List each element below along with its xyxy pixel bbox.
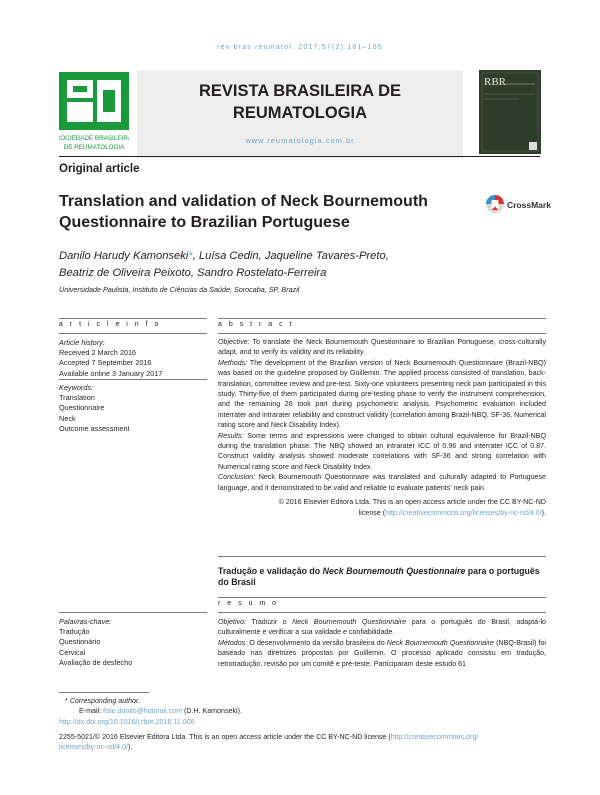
keyword: Translation — [59, 393, 95, 403]
keywords-label: Keywords: — [59, 383, 94, 392]
issn-license-link[interactable]: http://creativecommons.org/ — [390, 732, 479, 741]
footnote-rule — [59, 692, 149, 693]
masthead-rule — [59, 156, 540, 157]
palavra-chave: Avaliação de desfecho — [59, 657, 133, 667]
abstract-objective: Objective: To translate the Neck Bournemouth Questionnaire to Brazilian Portuguese, cross-culturally adapt, and to verify its validity and its reliability. — [218, 338, 546, 357]
palavras-label: Palavras-chave: — [59, 617, 112, 626]
online-date: Available online 3 January 2017 — [59, 368, 163, 378]
issn-line: 2255-5021/© 2016 Elsevier Editora Ltda. This is an open access article under the CC BY-NC-ND license (http://creativecommons.org/ — [59, 732, 479, 741]
resumo-heading: r e s u m o — [218, 600, 279, 607]
abstract-top-rule — [218, 318, 546, 319]
article-info-top-rule — [59, 318, 207, 319]
email-link[interactable]: fisio.danilo@hotmail.com — [103, 707, 183, 716]
journal-cover — [479, 70, 541, 154]
resumo-rule — [218, 612, 546, 613]
authors-line2: Beatriz de Oliveira Peixoto, Sandro Rostelato-Ferreira — [59, 267, 327, 279]
keyword: Questionnaire — [59, 403, 105, 413]
abstract-body — [218, 337, 546, 518]
palavra-chave: Questionário — [59, 637, 101, 647]
journal-title-line1: REVISTA BRASILEIRA DE — [199, 82, 401, 100]
footnotes: * Corresponding author. E-mail: fisio.danilo@hotmail.com (D.H. Kamonseki). http://dx.doi.org/10.1016/j.rbre.2016.11.006 2255-5021/© 2016 Elsevier Editora Ltda. This is an open access article under the CC BY-NC-ND license (http://creativecommons.org/ licenses/by-nc-nd/4.0/). — [59, 696, 546, 752]
affiliation: Universidade Paulista, Instituto de Ciências da Saúde, Sorocaba, SP, Brazil — [59, 285, 300, 294]
article-title-line2: Questionnaire to Brazilian Portuguese — [59, 214, 350, 231]
journal-masthead — [59, 70, 540, 158]
palavras-rule — [59, 612, 207, 613]
crossmark-icon — [485, 193, 505, 217]
article-type: Original article — [59, 163, 140, 175]
article-info-heading: a r t i c l e i n f o — [59, 321, 161, 328]
article-info-rule — [59, 333, 207, 334]
license-line2: license (http://creativecommons.org/licenses/by-nc-nd/4.0/). — [358, 508, 546, 517]
abstract-conclusion: Conclusion: Neck Bournemouth Questionnaire was translated and culturally adapted to Portuguese language, and it demonstrated to be valid and reliable to evaluate patients' neck pain. — [218, 473, 546, 492]
resumo-metodos: Métodos: O desenvolvimento da versão brasileira do Neck Bournemouth Questionnaire (NBQ-Brasil) foi baseado nas diretrizes propostas por Guillemin. O processo aplicado consistiu em tradução, retrotradução, revisão por um comitê e pré-teste. Participaram deste estudo 61 — [218, 638, 546, 668]
society-logo — [59, 72, 129, 154]
keyword: Neck — [59, 413, 76, 423]
logo-text-1: SOCIEDADE BRASILEIRA — [59, 135, 129, 142]
doi-link[interactable]: http://dx.doi.org/10.1016/j.rbre.2016.11.006 — [59, 717, 195, 726]
crossmark-label: CrossMark — [507, 200, 551, 210]
resumo-objetivo: Objetivo: Traduzir o Neck Bournemouth Questionnaire para o português do Brasil, adaptá-lo culturalmente e verificar a sua validade e confiabilidade. — [218, 618, 547, 637]
history-label: Article history: — [59, 338, 105, 347]
journal-url[interactable]: www.reumatologia.com.br — [245, 136, 355, 145]
author-corresponding: Danilo Harudy Kamonseki — [59, 250, 189, 262]
issn-line2: licenses/by-nc-nd/4.0/). — [59, 743, 133, 752]
resumo-top-rule — [218, 597, 546, 598]
article-title — [59, 191, 459, 233]
palavra-chave: Tradução — [59, 627, 90, 637]
portuguese-top-rule — [218, 556, 546, 557]
abstract-methods: Methods: The development of the Brazilian version of Neck Bournemouth Questionnaire (Brazil-NBQ) was based on the guideline proposed by Guillemin. The applied process consisted of translation, back-translation, committee review and pre-test. Sixty-one volunteers presenting neck pain participated in this study. Thirty-five of them participated during pre-testing phase to verify the instrument comprehension, and the remaining 26 took part during psychometric analysis. Psychometric evaluation included interrater and intrarater reliability and construct validity (correlation among Brazil-NBQ, SF-36, Numerical rating score and Neck Disability Index). — [218, 358, 547, 430]
article-title-line1: Translation and validation of Neck Bournemouth — [59, 193, 428, 210]
cover-text: RBR — [484, 76, 507, 88]
history-rule — [59, 379, 207, 380]
journal-title-box — [137, 70, 463, 158]
abstract-results: Results: Some terms and expressions were changed to obtain cultural equivalence for Brazil-NBQ during the translation phase. The NBQ showed an intrarater ICC of 0.96 and interrater ICC of 0.87. Construct validity analysis showed moderate correlations with SF-36 and strong correlation with Numerical rating score and Neck Disability Index. — [218, 431, 546, 471]
palavra-chave: Cervical — [59, 647, 86, 657]
author-list — [59, 248, 459, 282]
license-line1: © 2016 Elsevier Editora Ltda. This is an open access article under the CC BY-NC-ND — [278, 498, 546, 507]
palavras-chave-block — [59, 617, 209, 668]
abstract-rule — [218, 333, 546, 334]
received-date: Received 2 March 2016 — [59, 348, 137, 358]
accepted-date: Accepted 7 September 2016 — [59, 358, 152, 368]
corresponding-author-label: Corresponding author. — [69, 697, 141, 705]
logo-text-2: DE REUMATOLOGIA — [63, 144, 125, 151]
keywords-block — [59, 383, 209, 434]
article-history — [59, 338, 209, 379]
keyword: Outcome assessment — [59, 423, 130, 433]
license-link[interactable]: http://creativecommons.org/licenses/by-nc-nd/4.0/ — [385, 508, 542, 517]
running-head: rev bras reumatol. 2017;57(2):161–165 — [217, 44, 383, 51]
abstract-heading: a b s t r a c t — [218, 321, 295, 328]
portuguese-title: Tradução e validação do Neck Bournemouth Questionnaire para o português do Brasil — [218, 566, 540, 587]
journal-title-line2: REUMATOLOGIA — [232, 104, 368, 122]
corresponding-star[interactable]: * — [188, 250, 193, 262]
authors-line1-rest: , Luísa Cedin, Jaqueline Tavares-Preto, — [192, 250, 389, 262]
resumo-body — [218, 617, 546, 669]
crossmark-badge[interactable] — [485, 193, 551, 219]
